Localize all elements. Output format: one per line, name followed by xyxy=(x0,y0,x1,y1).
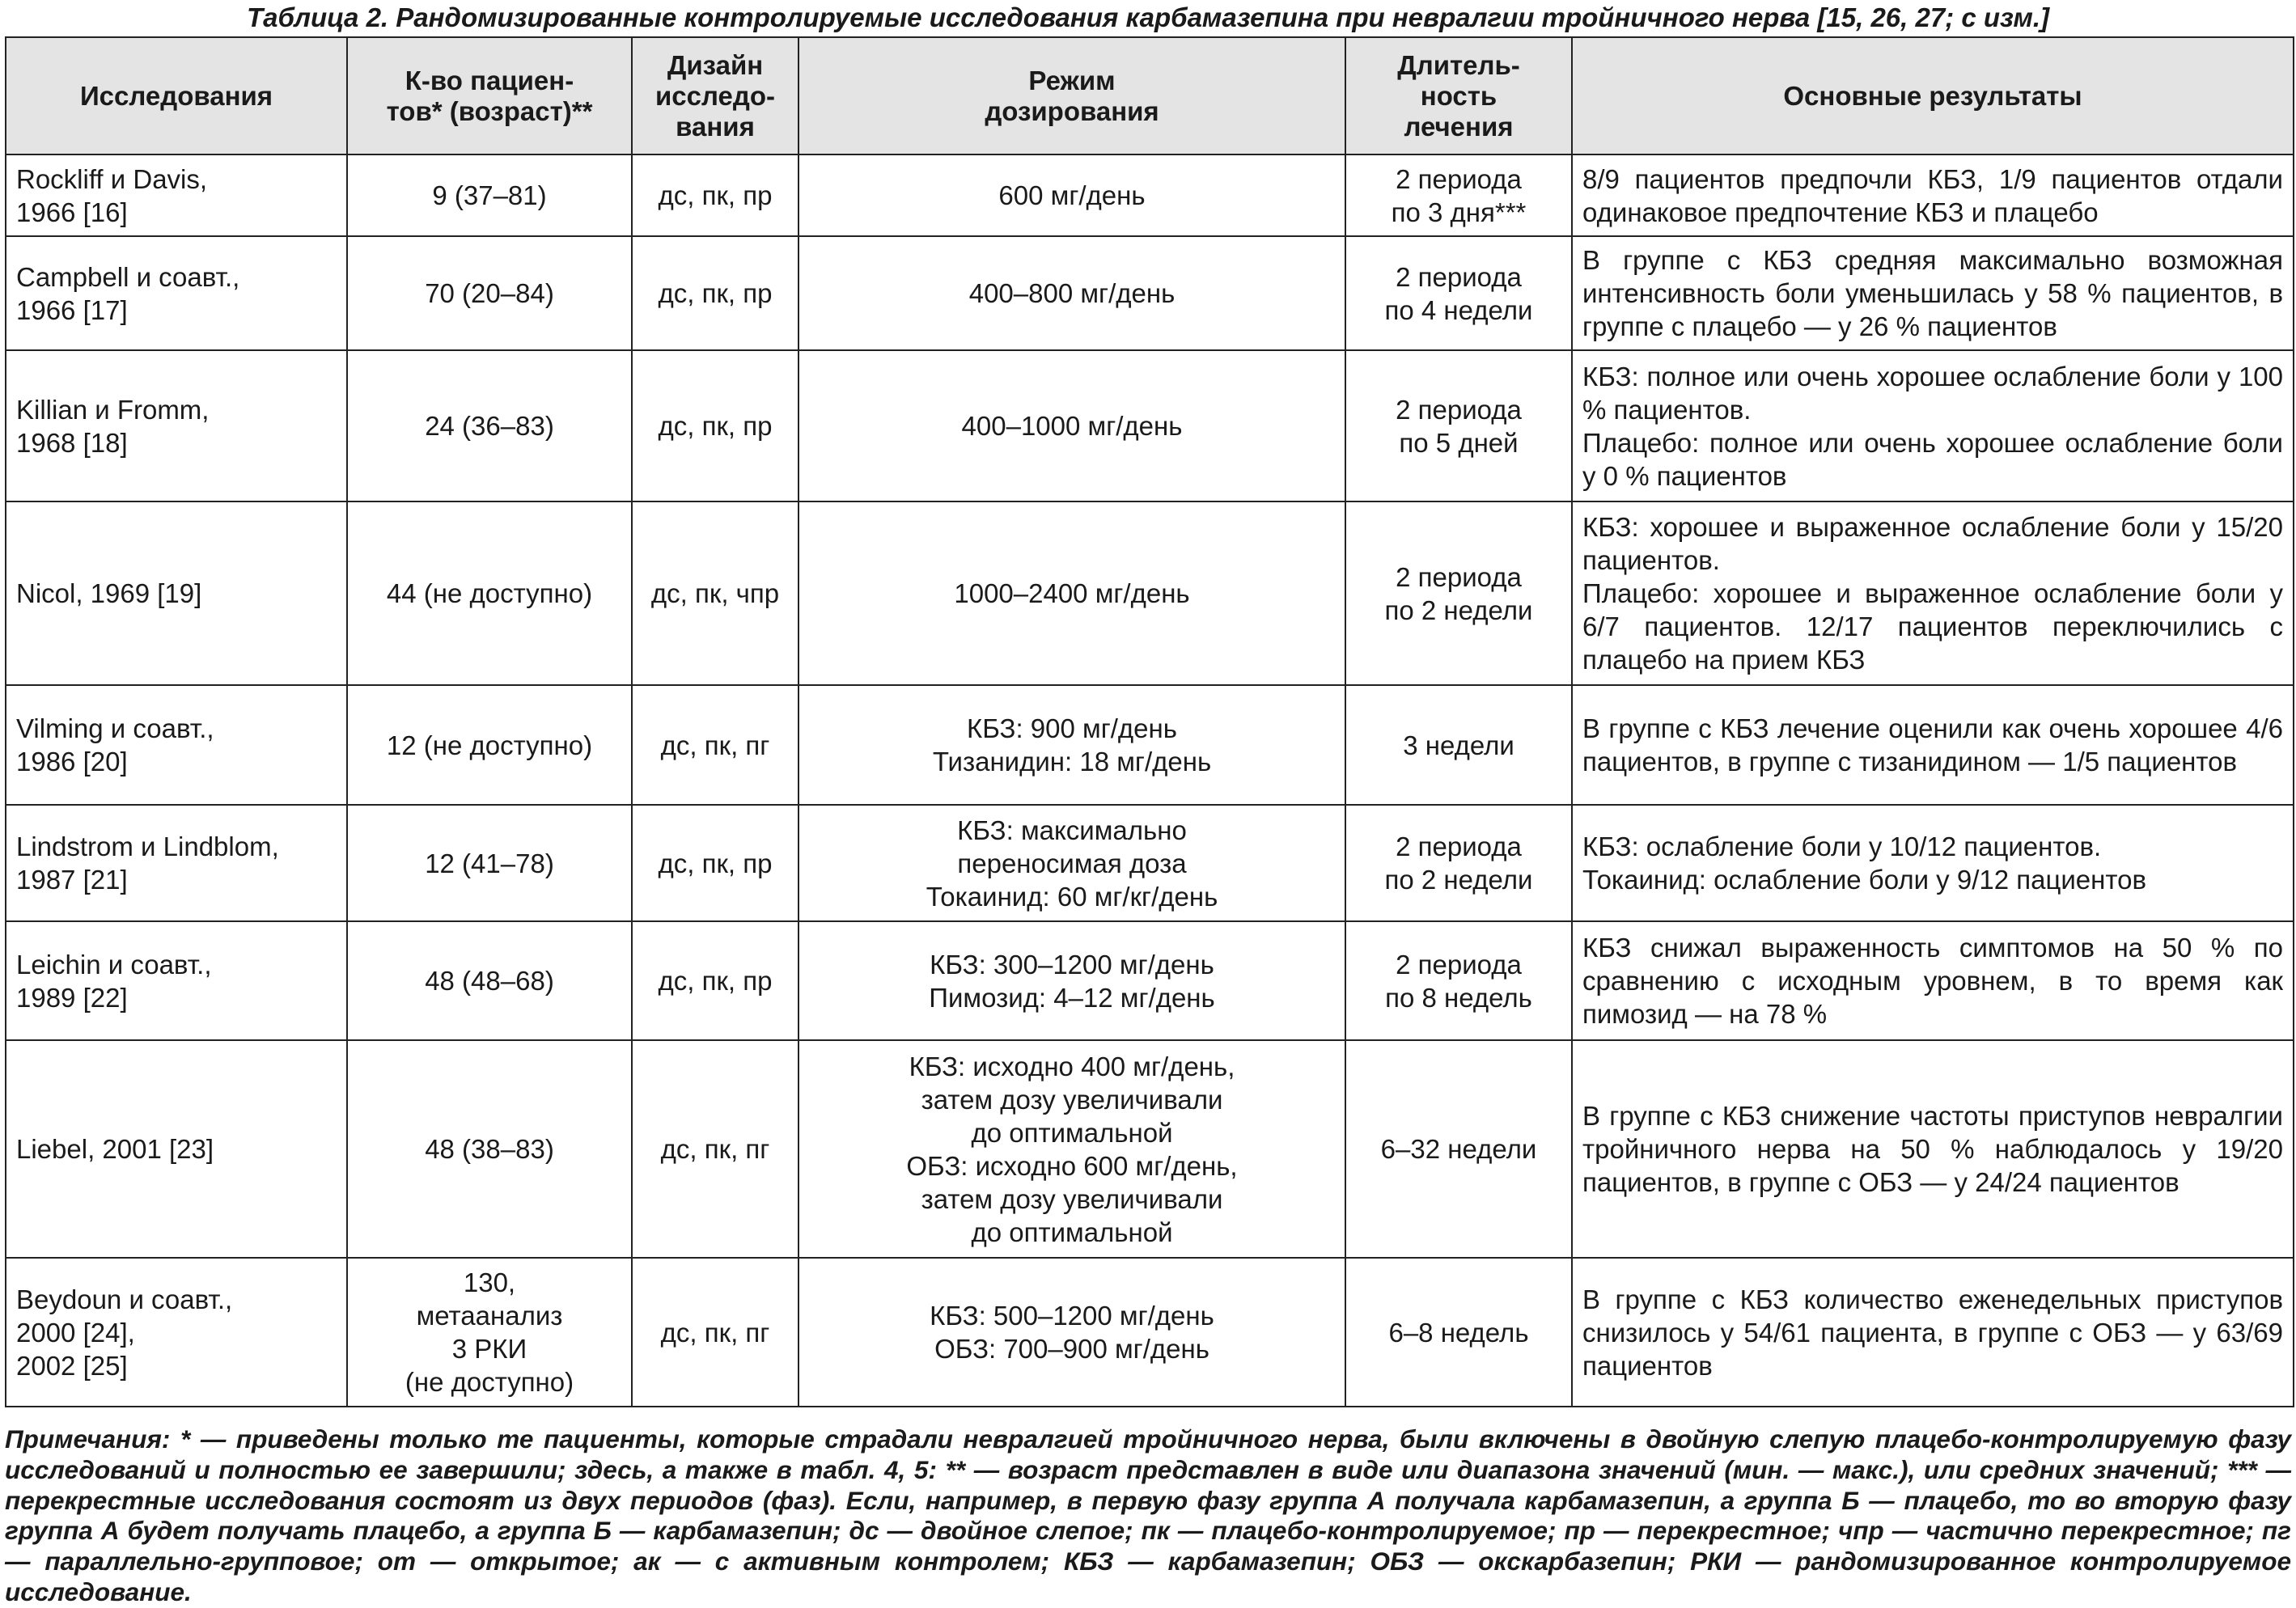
table-caption: Таблица 2. Рандомизированные контролируемые исследования карбамазепина при невралгии тройничного нерва [15, 26, 27; с изм.] xyxy=(246,2,2050,32)
table-row xyxy=(6,1040,2294,1258)
table-notes: Примечания: * — приведены только те пациенты, которые страдали невралгией тройничного нерва, были включены в двойную слепую плацебо-контролируемую фазу исследований и полностью ее завершили; здесь, а также в табл. 4, 5: ** — возраст представлен в виде или диапазона значений (мин. — макс.), или средних значений; *** — перекрестные исследования состоят из двух периодов (фаз). Если, например, в первую фазу группа А получала карбамазепин, а группа Б — плацебо, то во вторую фазу группа А будет получать плацебо, а группа Б — карбамазепин; дс — двойное слепое; пк — плацебо-контролируемое; пр — перекрестное; чпр — частично перекрестное; пг — параллельно-групповое; от — открытое; ак — с активным контролем; КБЗ — карбамазепин; ОБЗ — окскарбазепин; РКИ — рандомизированное контролируемое исследование. xyxy=(5,1424,2291,1606)
header-duration: Длитель- ность лечения xyxy=(1345,37,1572,154)
cell-duration: 6–8 недель xyxy=(1345,1258,1572,1407)
cell-dosing: КБЗ: 500–1200 мг/день ОБЗ: 700–900 мг/день xyxy=(799,1258,1345,1407)
cell-dosing: 1000–2400 мг/день xyxy=(799,501,1345,685)
cell-dosing: КБЗ: исходно 400 мг/день, затем дозу увеличивали до оптимальной ОБЗ: исходно 600 мг/день, затем дозу увеличивали до оптимальной xyxy=(799,1040,1345,1258)
cell-study: Campbell и соавт., 1966 [17] xyxy=(6,236,347,350)
cell-design: дс, пк, пг xyxy=(632,1040,799,1258)
cell-dosing: КБЗ: 300–1200 мг/день Пимозид: 4–12 мг/день xyxy=(799,921,1345,1040)
cell-dosing: 600 мг/день xyxy=(799,154,1345,236)
studies-table xyxy=(5,36,2294,1407)
cell-duration: 3 недели xyxy=(1345,685,1572,805)
cell-study: Vilming и соавт., 1986 [20] xyxy=(6,685,347,805)
cell-results: КБЗ: хорошее и выраженное ослабление боли у 15/20 пациентов. Плацебо: хорошее и выраженное ослабление боли у 6/7 пациентов. 12/17 пациентов переключились с плацебо на прием КБЗ xyxy=(1572,501,2294,685)
cell-duration: 2 периода по 2 недели xyxy=(1345,501,1572,685)
cell-dosing: КБЗ: максимально переносимая доза Токаинид: 60 мг/кг/день xyxy=(799,805,1345,921)
cell-design: дс, пк, пг xyxy=(632,685,799,805)
cell-study: Lindstrom и Lindblom, 1987 [21] xyxy=(6,805,347,921)
cell-results: КБЗ снижал выраженность симптомов на 50 % по сравнению с исходным уровнем, в то время как пимозид — на 78 % xyxy=(1572,921,2294,1040)
table-row xyxy=(6,350,2294,501)
cell-dosing: КБЗ: 900 мг/день Тизанидин: 18 мг/день xyxy=(799,685,1345,805)
cell-duration: 2 периода по 8 недель xyxy=(1345,921,1572,1040)
cell-patients: 70 (20–84) xyxy=(347,236,632,350)
table-row xyxy=(6,236,2294,350)
cell-duration: 2 периода по 3 дня*** xyxy=(1345,154,1572,236)
cell-patients: 130, метаанализ 3 РКИ (не доступно) xyxy=(347,1258,632,1407)
cell-study: Liebel, 2001 [23] xyxy=(6,1040,347,1258)
cell-results: 8/9 пациентов предпочли КБЗ, 1/9 пациентов отдали одинаковое предпочтение КБЗ и плацебо xyxy=(1572,154,2294,236)
table-row xyxy=(6,921,2294,1040)
header-studies: Исследования xyxy=(6,37,347,154)
cell-results: В группе с КБЗ средняя максимально возможная интенсивность боли уменьшилась у 58 % пациентов, в группе с плацебо — у 26 % пациентов xyxy=(1572,236,2294,350)
cell-design: дс, пк, пр xyxy=(632,350,799,501)
cell-design: дс, пк, пр xyxy=(632,921,799,1040)
cell-study: Leichin и соавт., 1989 [22] xyxy=(6,921,347,1040)
cell-design: дс, пк, пр xyxy=(632,805,799,921)
table-row xyxy=(6,154,2294,236)
cell-duration: 2 периода по 4 недели xyxy=(1345,236,1572,350)
cell-study: Killian и Fromm, 1968 [18] xyxy=(6,350,347,501)
cell-study: Rockliff и Davis, 1966 [16] xyxy=(6,154,347,236)
table-row xyxy=(6,805,2294,921)
cell-patients: 44 (не доступно) xyxy=(347,501,632,685)
table-row xyxy=(6,685,2294,805)
cell-dosing: 400–800 мг/день xyxy=(799,236,1345,350)
cell-patients: 9 (37–81) xyxy=(347,154,632,236)
header-dosing: Режим дозирования xyxy=(799,37,1345,154)
cell-design: дс, пк, чпр xyxy=(632,501,799,685)
header-results: Основные результаты xyxy=(1572,37,2294,154)
cell-results: КБЗ: ослабление боли у 10/12 пациентов. Токаинид: ослабление боли у 9/12 пациентов xyxy=(1572,805,2294,921)
cell-study: Nicol, 1969 [19] xyxy=(6,501,347,685)
table-header-row xyxy=(6,37,2294,154)
cell-study: Beydoun и соавт., 2000 [24], 2002 [25] xyxy=(6,1258,347,1407)
cell-duration: 6–32 недели xyxy=(1345,1040,1572,1258)
cell-design: дс, пк, пг xyxy=(632,1258,799,1407)
cell-results: КБЗ: полное или очень хорошее ослабление боли у 100 % пациентов. Плацебо: полное или очень хорошее ослабление боли у 0 % пациентов xyxy=(1572,350,2294,501)
cell-design: дс, пк, пр xyxy=(632,236,799,350)
cell-patients: 12 (не доступно) xyxy=(347,685,632,805)
cell-patients: 48 (48–68) xyxy=(347,921,632,1040)
cell-patients: 48 (38–83) xyxy=(347,1040,632,1258)
cell-patients: 12 (41–78) xyxy=(347,805,632,921)
cell-results: В группе с КБЗ количество еженедельных приступов снизилось у 54/61 пациента, в группе с ОБЗ — у 63/69 пациентов xyxy=(1572,1258,2294,1407)
cell-design: дс, пк, пр xyxy=(632,154,799,236)
cell-duration: 2 периода по 2 недели xyxy=(1345,805,1572,921)
cell-results: В группе с КБЗ лечение оценили как очень хорошее 4/6 пациентов, в группе с тизанидином — 1/5 пациентов xyxy=(1572,685,2294,805)
cell-duration: 2 периода по 5 дней xyxy=(1345,350,1572,501)
cell-patients: 24 (36–83) xyxy=(347,350,632,501)
header-patients: К-во пациен- тов* (возраст)** xyxy=(347,37,632,154)
table-row xyxy=(6,1258,2294,1407)
header-design: Дизайн исследо- вания xyxy=(632,37,799,154)
cell-dosing: 400–1000 мг/день xyxy=(799,350,1345,501)
table-row xyxy=(6,501,2294,685)
cell-results: В группе с КБЗ снижение частоты приступов невралгии тройничного нерва на 50 % наблюдалось у 19/20 пациентов, в группе с ОБЗ — у 24/24 пациентов xyxy=(1572,1040,2294,1258)
